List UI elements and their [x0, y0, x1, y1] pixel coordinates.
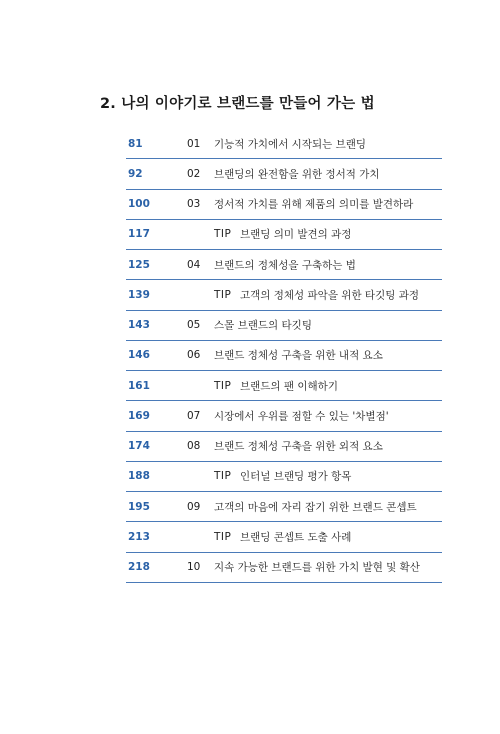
- section-number: 10: [187, 561, 201, 574]
- section-number: 06: [187, 349, 201, 362]
- page-number: 100: [128, 198, 150, 211]
- page-number: 218: [128, 561, 150, 574]
- chapter-title: 2. 나의 이야기로 브랜드를 만들어 가는 법: [100, 96, 375, 112]
- page-number: 143: [128, 319, 150, 332]
- section-title: 브랜드 정체성 구축을 위한 내적 요소: [214, 349, 383, 362]
- toc-row-tip: [126, 462, 442, 492]
- section-title: 기능적 가치에서 시작되는 브랜딩: [214, 138, 367, 151]
- toc-row: [126, 341, 442, 371]
- page-number: 92: [128, 167, 143, 180]
- section-number: 02: [187, 167, 201, 180]
- toc-row-tip: [126, 522, 442, 552]
- toc-row: [126, 311, 442, 341]
- toc-row: [126, 553, 442, 583]
- section-title: 스몰 브랜드의 타깃팅: [214, 319, 312, 332]
- tip-label: TIP: [214, 379, 232, 392]
- section-title: 브랜드 정체성 구축을 위한 외적 요소: [214, 440, 383, 453]
- section-number: 03: [187, 198, 201, 211]
- tip-title: 브랜드의 팬 이해하기: [240, 380, 338, 393]
- tip-title: 인터널 브랜딩 평가 항목: [240, 470, 352, 483]
- toc-row: [126, 190, 442, 220]
- page-number: 169: [128, 409, 150, 422]
- page-number: 188: [128, 470, 150, 483]
- toc-row: [126, 432, 442, 462]
- tip-label: TIP: [214, 288, 232, 301]
- toc-row: [126, 129, 442, 159]
- section-number: 08: [187, 440, 201, 453]
- toc-row-tip: [126, 280, 442, 310]
- tip-label: TIP: [214, 530, 232, 543]
- section-number: 04: [187, 258, 201, 271]
- tip-label: TIP: [214, 470, 232, 483]
- tip-title: 브랜딩 콘셉트 도출 사례: [240, 531, 352, 544]
- section-title: 브랜딩의 완전함을 위한 정서적 가치: [214, 168, 380, 181]
- section-title: 고객의 마음에 자리 잡기 위한 브랜드 콘셉트: [214, 501, 417, 514]
- toc-row-tip: [126, 371, 442, 401]
- section-title: 브랜드의 정체성을 구축하는 법: [214, 259, 356, 272]
- tip-title: 브랜딩 의미 발견의 과정: [240, 228, 352, 241]
- section-title: 시장에서 우위를 점할 수 있는 '차별점': [214, 410, 389, 423]
- section-title: 정서적 가치를 위해 제품의 의미를 발견하라: [214, 198, 414, 211]
- page-number: 125: [128, 258, 150, 271]
- page-number: 81: [128, 137, 143, 150]
- page-number: 174: [128, 440, 150, 453]
- toc-row: [126, 159, 442, 189]
- page-number: 161: [128, 379, 150, 392]
- tip-title: 고객의 정체성 파악을 위한 타깃팅 과정: [240, 289, 419, 302]
- page-number: 146: [128, 349, 150, 362]
- toc-row-tip: [126, 220, 442, 250]
- page-number: 117: [128, 228, 150, 241]
- section-number: 01: [187, 137, 201, 150]
- table-of-contents: [126, 129, 442, 583]
- toc-row: [126, 250, 442, 280]
- page-number: 213: [128, 530, 150, 543]
- toc-row: [126, 492, 442, 522]
- page-number: 139: [128, 288, 150, 301]
- section-number: 09: [187, 500, 201, 513]
- section-title: 지속 가능한 브랜드를 위한 가치 발현 및 확산: [214, 561, 420, 574]
- page-number: 195: [128, 500, 150, 513]
- toc-row: [126, 401, 442, 431]
- tip-label: TIP: [214, 228, 232, 241]
- section-number: 05: [187, 319, 201, 332]
- section-number: 07: [187, 409, 201, 422]
